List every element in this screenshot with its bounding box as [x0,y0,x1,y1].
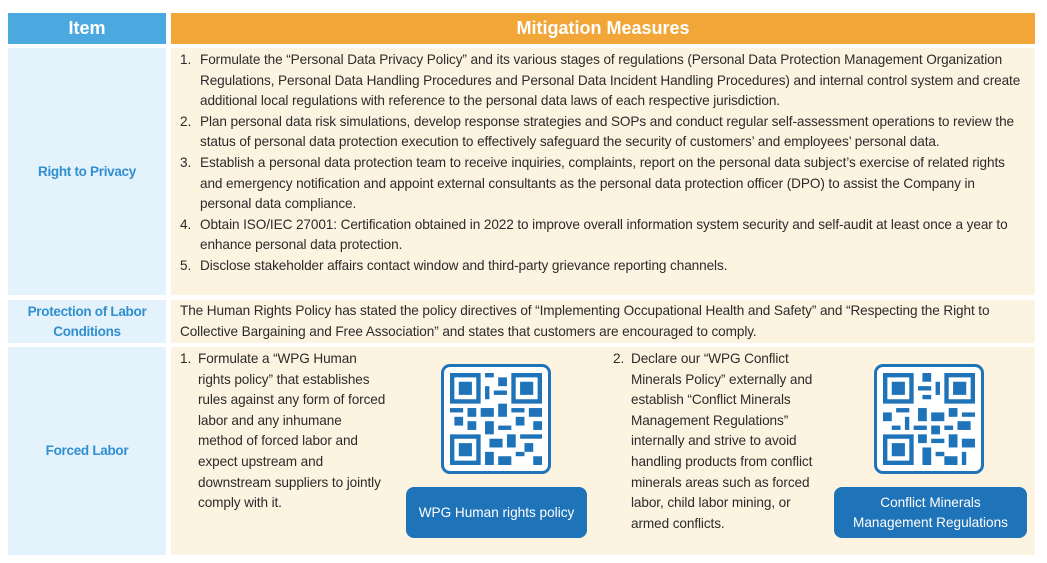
row-label-protection-of-labor-conditions [8,300,166,343]
row-label-forced-labor [8,347,166,555]
qr-frame-conflict-minerals [874,364,984,474]
forced-labor-item-1: 1. Formulate a “WPG Human rights policy” that establishes rules against any form of forced labor and any inhumane method of forced labor and expect upstream and downstream suppliers to jointly comply with it. [180,351,386,511]
privacy-measure-item: 1. Formulate the “Personal Data Privacy Policy” and its various stages of regulations (Personal Data Protection Management Organization Regulations, Personal Data Handling Procedures and Personal Data Incident Handling Procedures) and internal control system and create additional local regulations with reference to the personal data laws of each respective jurisdiction. [180,52,1021,109]
labor-measures-text: The Human Rights Policy has stated the policy directives of “Implementing Occupational Health and Safety” and “Respecting the Right to Collective Bargaining and Free Association” and states that customers are encouraged to comply. [180,303,990,339]
header-item: Item [8,13,166,44]
right-to-privacy-label: Right to Privacy [38,163,136,179]
row-label-right-to-privacy [8,48,166,295]
privacy-measure-item: 3. Establish a personal data protection team to receive inquiries, complaints, report on the personal data subject’s exercise of related rights and emergency notification and appoint external consultants as the personal data protection officer (DPO) to assist the Company in personal data compliance. [180,154,1005,212]
privacy-measure-item: 2. Plan personal data risk simulations, develop response strategies and SOPs and conduct regular self-assessment operations to review the status of personal data protection execution to effectively safeguard the security of customers’ and employees’ personal data. [180,113,1015,150]
privacy-measure-item: 5. Disclose stakeholder affairs contact window and third-party grievance reporting channels. [180,257,728,273]
human-rights-policy-button[interactable]: WPG Human rights policy [406,487,587,538]
forced-labor-item-2: 2. Declare our “WPG Conflict Minerals Policy” externally and establish “Conflict Minerals Management Regulations” internally and strive to avoid handling products from conflict minerals areas such as forced labor, child labor mining, or armed conflicts. [613,351,813,531]
qr-code-icon [450,373,542,465]
header-mitigation-measures: Mitigation Measures [171,13,1035,44]
privacy-measures-list [180,50,1027,277]
conflict-minerals-regulations-button[interactable]: Conflict Minerals Management Regulations [834,487,1027,538]
forced-labor-label: Forced Labor [45,443,129,458]
privacy-measure-item: 4. Obtain ISO/IEC 27001: Certification obtained in 2022 to improve overall information system security and self-audit at least once a year to enhance personal data protection. [180,216,1008,253]
labor-measures-cell [171,300,1035,343]
labor-conditions-label: Protection of Labor Conditions [27,303,147,339]
qr-frame-human-rights-policy [441,364,551,474]
qr-code-icon [883,373,975,465]
privacy-measures-cell [171,48,1035,295]
